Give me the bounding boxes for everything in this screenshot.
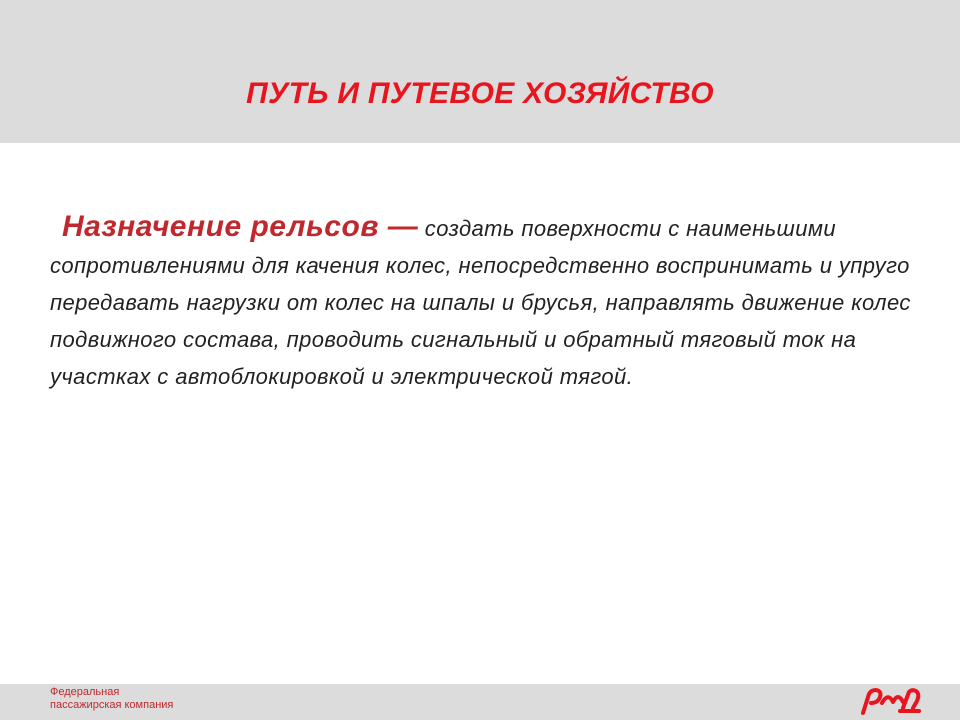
slide-title: ПУТЬ И ПУТЕВОЕ ХОЗЯЙСТВО — [246, 77, 714, 110]
company-name-line2: пассажирская компания — [50, 699, 174, 711]
body-text: создать поверхности с наименьшими сопротивлениями для качения колес, непосредственно воспринимать и упруго передавать нагрузки от колес на шпалы и брусья, направлять движение колес подвижного состава, проводить сигнальный и обратный тяговый ток на участках с автоблокировкой и электрической тягой. — [50, 216, 911, 389]
company-name-line1: Федеральная — [50, 686, 120, 698]
company-name — [50, 686, 173, 712]
rzd-logo-icon — [857, 686, 923, 716]
header-band — [0, 0, 960, 143]
lead-term: Назначение рельсов — — [62, 210, 419, 243]
slide-body — [50, 208, 920, 395]
